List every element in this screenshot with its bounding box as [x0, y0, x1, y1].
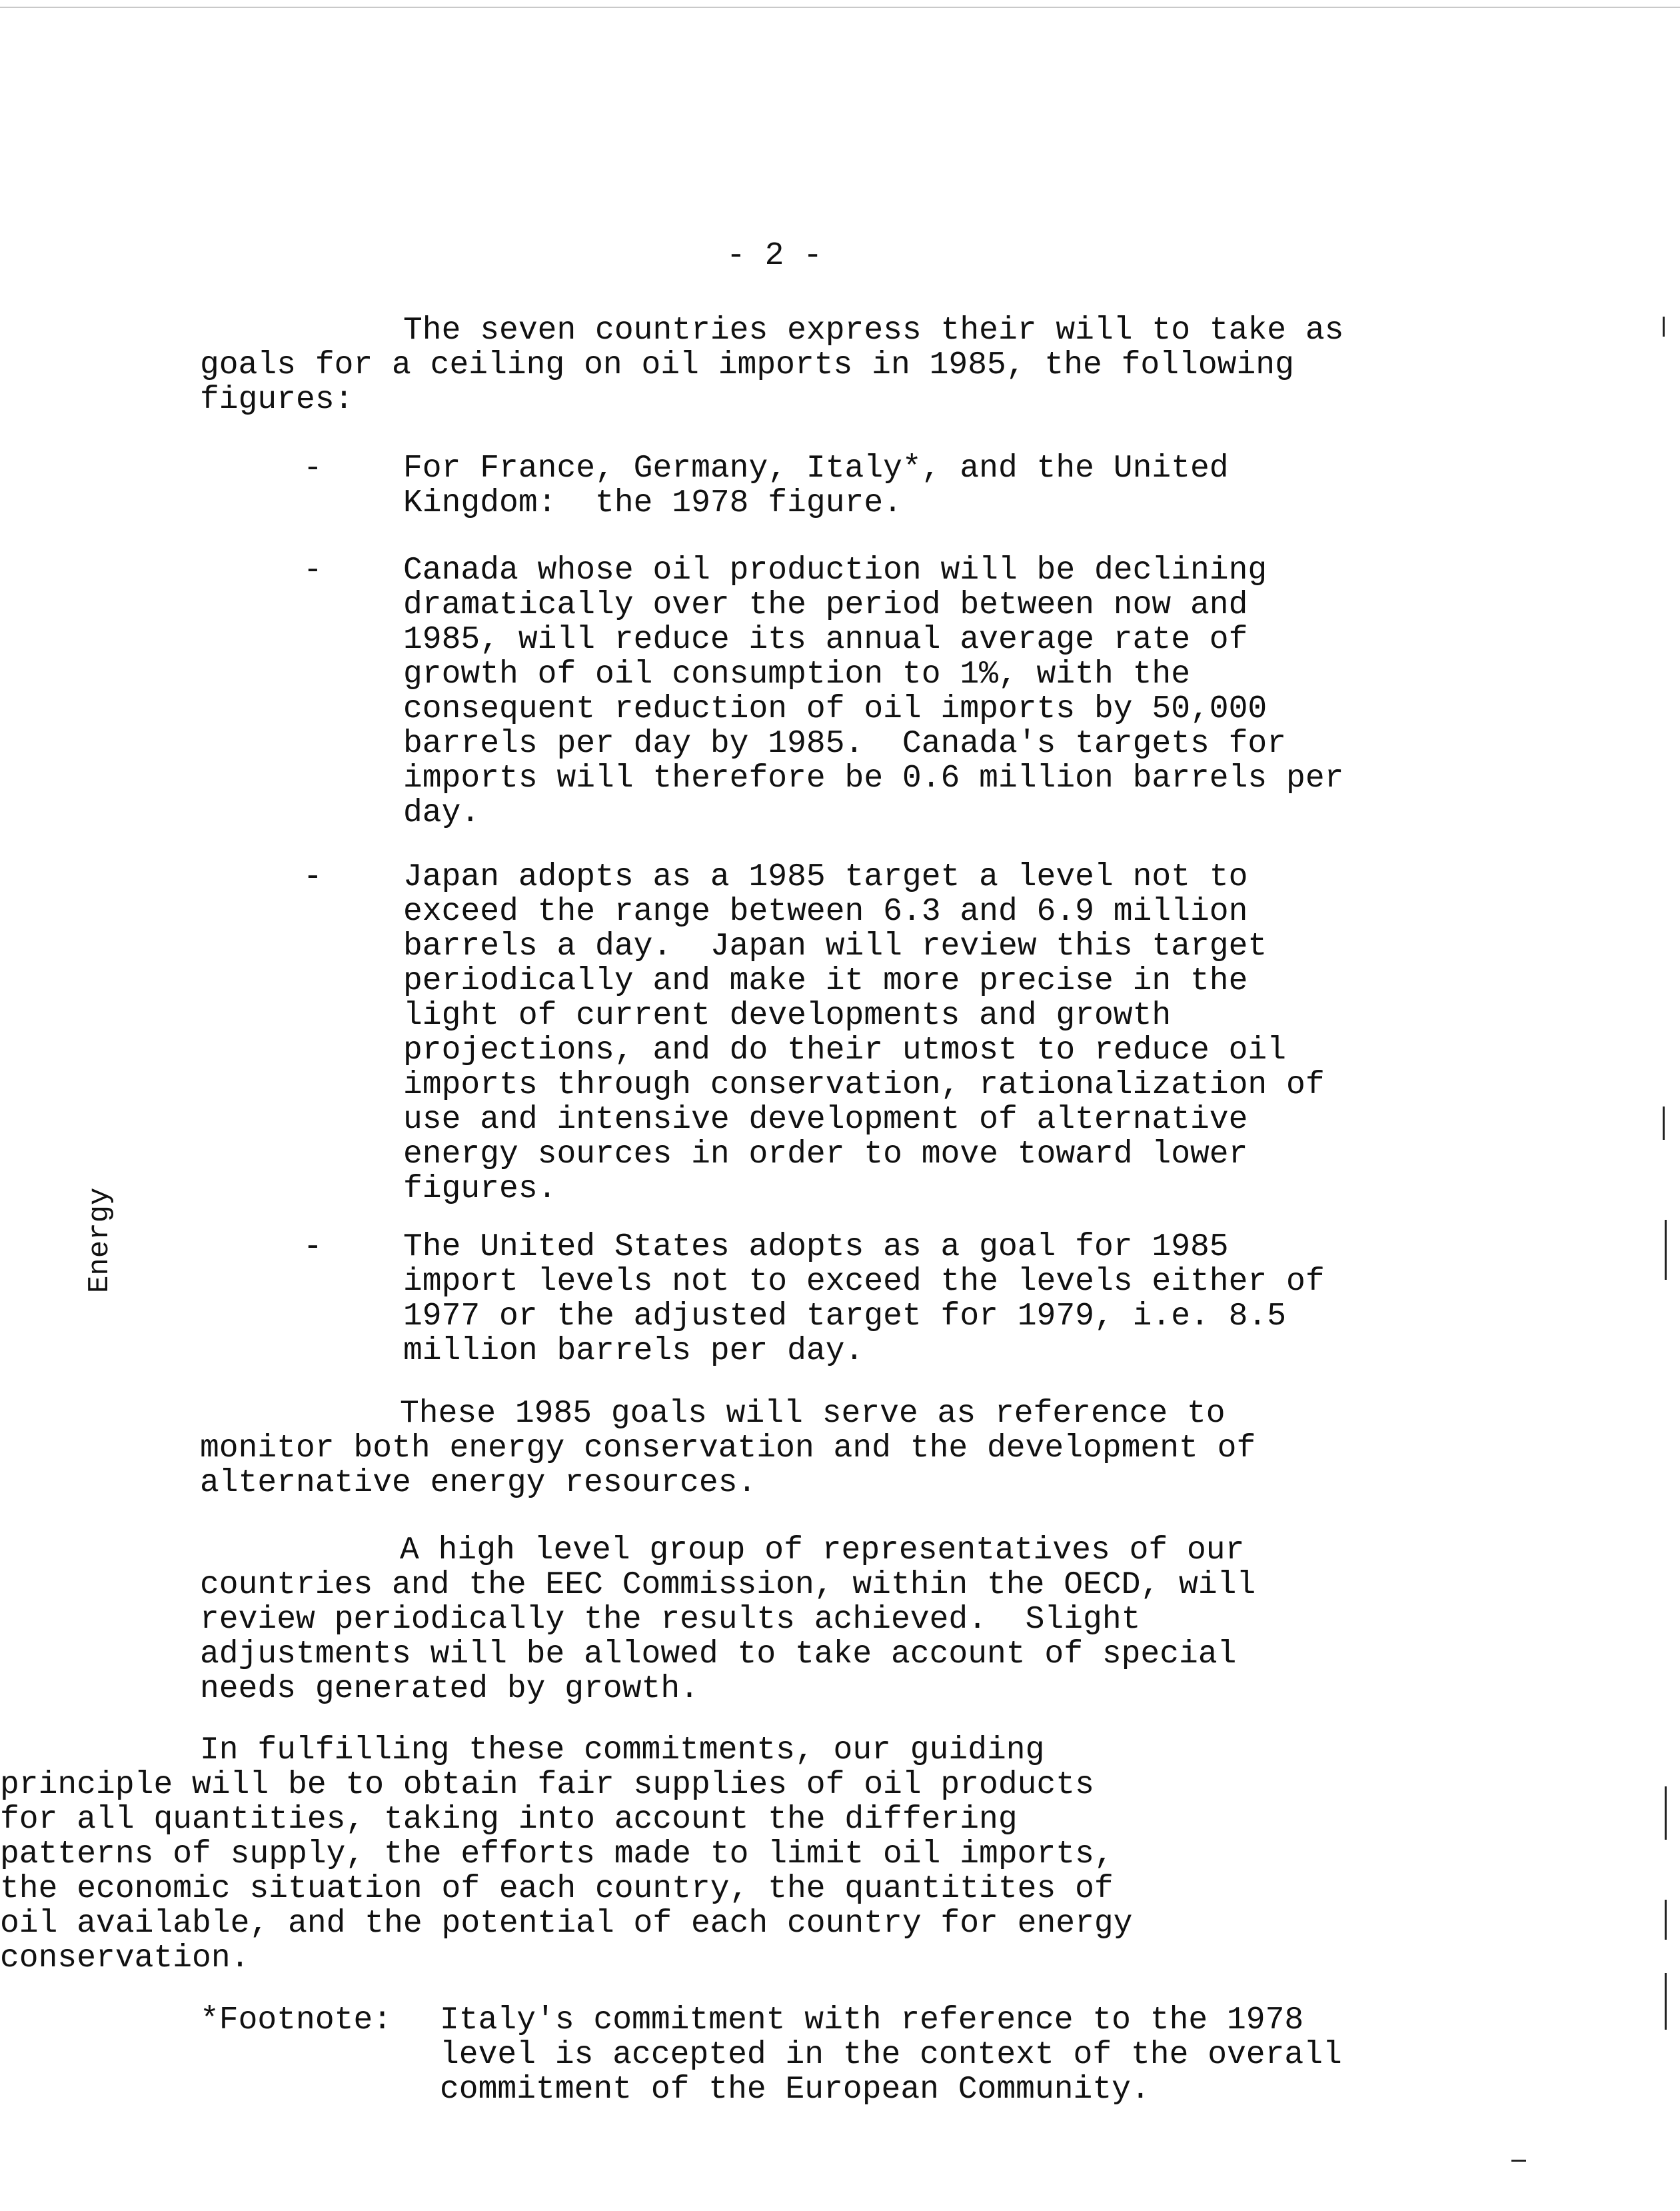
footnote-line: level is accepted in the context of the overall — [440, 2037, 1342, 2073]
bullet-line: Canada whose oil production will be declining — [403, 553, 1267, 589]
bullet-line: use and intensive development of alternative — [403, 1102, 1248, 1138]
page-number: - 2 - — [726, 238, 823, 274]
bullet-line: 1977 or the adjusted target for 1979, i.e. 8.5 — [403, 1298, 1287, 1334]
bullet-dash: - — [303, 1229, 323, 1265]
footnote-body — [440, 2003, 1342, 2107]
footnote-line: commitment of the European Community. — [440, 2072, 1150, 2108]
bullet-line: The United States adopts as a goal for 1985 — [403, 1229, 1229, 1265]
bullet-line: projections, and do their utmost to reduce oil — [403, 1033, 1287, 1069]
scan-artifact-mark — [1511, 2160, 1526, 2162]
bullet-line: figures. — [403, 1171, 557, 1207]
paragraph-line: the economic situation of each country, the quantitites of — [0, 1871, 1114, 1907]
bullet-dash: - — [303, 451, 323, 487]
paragraph-line: monitor both energy conservation and the development of — [200, 1430, 1256, 1466]
scan-artifact-mark — [1665, 1973, 1667, 2030]
scan-artifact-mark — [1665, 1786, 1667, 1840]
scan-artifact-mark — [1665, 1900, 1667, 1940]
paragraph-line: A high level group of representatives of our — [400, 1532, 1245, 1568]
paragraph-line: adjustments will be allowed to take account of special — [200, 1636, 1237, 1672]
intro-line: The seven countries express their will to take as — [403, 313, 1344, 349]
side-label: Energy — [83, 1187, 117, 1293]
bullet-item-canada — [403, 553, 1343, 831]
footnote-label: *Footnote: — [200, 2002, 393, 2038]
paragraph-line: review periodically the results achieved. Slight — [200, 1602, 1141, 1638]
paragraph-line: for all quantities, taking into account the differing — [0, 1802, 1018, 1838]
bullet-line: Japan adopts as a 1985 target a level not to — [403, 859, 1248, 895]
paragraph-line: In fulfilling these commitments, our guiding — [200, 1732, 1045, 1768]
bullet-dash: - — [303, 859, 323, 895]
intro-paragraph — [200, 313, 1343, 417]
goals-paragraph — [200, 1396, 1256, 1500]
footnote-line: Italy's commitment with reference to the 1978 — [440, 2002, 1304, 2038]
bullet-item-united-states — [403, 1230, 1325, 1368]
bullet-line: light of current developments and growth — [403, 998, 1172, 1034]
scan-artifact-mark — [1663, 317, 1665, 337]
scan-artifact-mark — [1665, 1220, 1667, 1280]
bullet-line: energy sources in order to move toward lower — [403, 1136, 1248, 1172]
intro-line: figures: — [200, 382, 354, 418]
intro-line: goals for a ceiling on oil imports in 1985, the following — [200, 347, 1294, 383]
bullet-line: import levels not to exceed the levels either of — [403, 1264, 1325, 1300]
bullet-line: million barrels per day. — [403, 1333, 864, 1369]
paragraph-line: countries and the EEC Commission, within the OECD, will — [200, 1567, 1256, 1603]
bullet-line: For France, Germany, Italy*, and the United — [403, 451, 1229, 487]
bullet-item-japan — [403, 860, 1325, 1206]
bullet-line: barrels per day by 1985. Canada's targets for — [403, 726, 1287, 762]
bullet-line: 1985, will reduce its annual average rate of — [403, 622, 1248, 658]
bullet-line: Kingdom: the 1978 figure. — [403, 485, 902, 521]
scan-artifact-mark — [1663, 1106, 1665, 1140]
paragraph-line: patterns of supply, the efforts made to limit oil imports, — [0, 1836, 1114, 1872]
bullet-line: growth of oil consumption to 1%, with the — [403, 657, 1190, 693]
guiding-principle-paragraph — [0, 1733, 1132, 1976]
bullet-line: barrels a day. Japan will review this target — [403, 929, 1267, 965]
bullet-item-france-germany-italy-uk — [403, 451, 1229, 521]
paragraph-line: These 1985 goals will serve as reference to — [400, 1396, 1226, 1432]
bullet-line: periodically and make it more precise in the — [403, 963, 1248, 999]
bullet-line: imports through conservation, rationalization of — [403, 1067, 1325, 1103]
paragraph-line: alternative energy resources. — [200, 1465, 757, 1501]
review-group-paragraph — [200, 1533, 1256, 1706]
bullet-line: dramatically over the period between now and — [403, 587, 1248, 623]
bullet-line: imports will therefore be 0.6 million barrels per — [403, 761, 1344, 797]
paragraph-line: conservation. — [0, 1940, 250, 1976]
bullet-line: consequent reduction of oil imports by 50,000 — [403, 691, 1267, 727]
bullet-dash: - — [303, 553, 323, 589]
paragraph-line: oil available, and the potential of each country for energy — [0, 1906, 1133, 1942]
paragraph-line: needs generated by growth. — [200, 1671, 699, 1707]
bullet-line: exceed the range between 6.3 and 6.9 million — [403, 894, 1248, 930]
scan-edge-rule — [0, 7, 1680, 8]
paragraph-line: principle will be to obtain fair supplies of oil products — [0, 1767, 1094, 1803]
bullet-line: day. — [403, 795, 480, 831]
